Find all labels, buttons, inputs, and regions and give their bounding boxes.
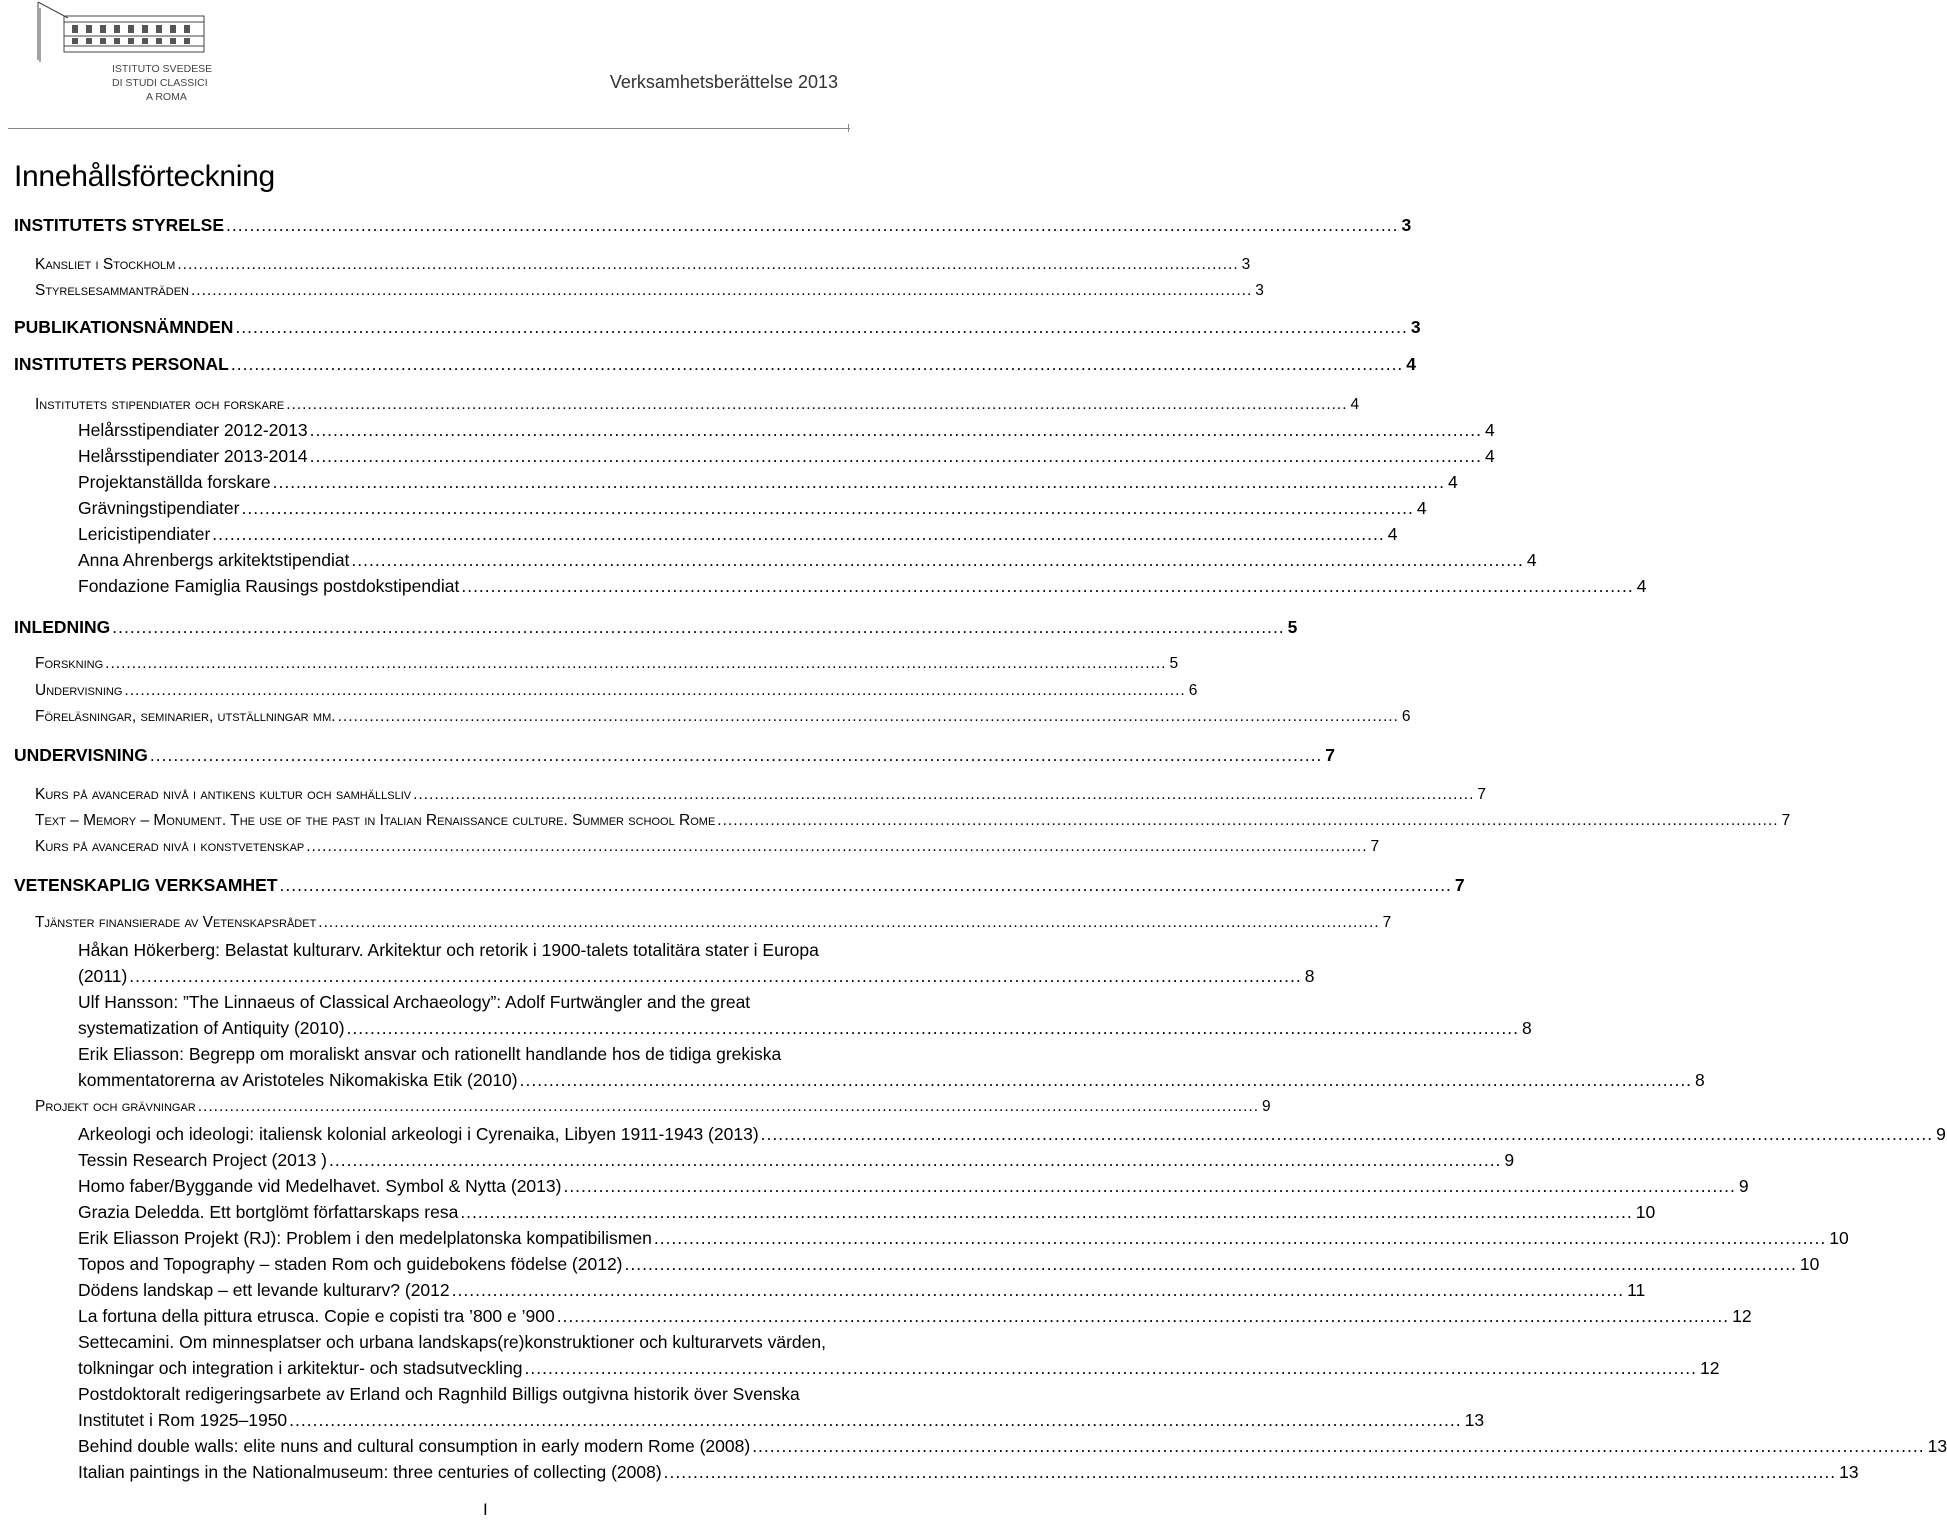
toc-entry-l1[interactable]: INSTITUTETS PERSONAL ........................................................................................................................................................................................................ 4 [14,354,1417,374]
toc-entry-l2[interactable]: Styrelsesammanträden ........................................................................................................................................................................................................ 3 [35,282,1264,299]
toc-entry-l3[interactable]: Helårsstipendiater 2012-2013 ........................................................................................................................................................................................................ 4 [78,420,1495,440]
svg-text:ISTITUTO SVEDESE: ISTITUTO SVEDESE [112,63,213,75]
toc-title: Innehållsförteckning [14,160,275,193]
toc-entry-first-line: Ulf Hansson: ”The Linnaeus of Classical Archaeology”: Adolf Furtwängler and the great [78,992,751,1012]
toc-entry-l3[interactable]: Grazia Deledda. Ett bortglömt författarskaps resa ........................................................................................................................................................................................................ 10 [78,1202,1656,1222]
toc-entry-l1[interactable]: INLEDNING ........................................................................................................................................................................................................ 5 [14,617,1298,637]
toc-entry-l1[interactable]: VETENSKAPLIG VERKSAMHET ........................................................................................................................................................................................................ 7 [14,875,1465,895]
toc-entry-l3[interactable]: Dödens landskap – ett levande kulturarv? (2012 ........................................................................................................................................................................................................ 11 [78,1280,1646,1300]
toc-entry-l3[interactable]: Italian paintings in the Nationalmuseum: three centuries of collecting (2008) ........................................................................................................................................................................................................ 13 [78,1462,1859,1482]
svg-text:A ROMA: A ROMA [146,91,187,103]
toc-entry-l1[interactable]: PUBLIKATIONSNÄMNDEN ........................................................................................................................................................................................................ 3 [14,317,1421,337]
toc-entry-l1[interactable]: UNDERVISNING ........................................................................................................................................................................................................ 7 [14,745,1336,765]
toc-entry-first-line: Postdoktoralt redigeringsarbete av Erland och Ragnhild Billigs outgivna historik över Svenska [78,1384,800,1404]
toc-entry-l2[interactable]: Föreläsningar, seminarier, utställningar mm. ........................................................................................................................................................................................................ 6 [35,708,1411,725]
toc-entry-l2[interactable]: Text – Memory – Monument. The use of the past in Italian Renaissance culture. Summer school Rome ........................................................................................................................................................................................................ 7 [35,812,1791,829]
toc-entry-l2[interactable]: Projekt och grävningar ........................................................................................................................................................................................................ 9 [35,1098,1271,1115]
toc-entry-first-line: Erik Eliasson: Begrepp om moraliskt ansvar och rationellt handlande hos de tidiga grekiska [78,1044,782,1064]
toc-entry-l3[interactable]: Erik Eliasson Projekt (RJ): Problem i den medelplatonska kompatibilismen ........................................................................................................................................................................................................ 10 [78,1228,1849,1248]
toc-entry-l3[interactable]: Lericistipendiater ........................................................................................................................................................................................................ 4 [78,524,1398,544]
report-title: Verksamhetsberättelse 2013 [609,72,838,92]
toc-entry-l3[interactable]: Tessin Research Project (2013 ) ........................................................................................................................................................................................................ 9 [78,1150,1515,1170]
toc-entry-l3[interactable]: Projektanställda forskare ........................................................................................................................................................................................................ 4 [78,472,1458,492]
toc-entry-l1[interactable]: INSTITUTETS STYRELSE ........................................................................................................................................................................................................ 3 [14,215,1412,235]
toc-entry-l3[interactable]: Helårsstipendiater 2013-2014 ........................................................................................................................................................................................................ 4 [78,446,1495,466]
toc-entry-l3[interactable]: systematization of Antiquity (2010) ........................................................................................................................................................................................................ 8 [78,1018,1532,1038]
toc-entry-l2[interactable]: Forskning ........................................................................................................................................................................................................ 5 [35,655,1179,672]
toc-entry-l3[interactable]: Anna Ahrenbergs arkitektstipendiat ........................................................................................................................................................................................................ 4 [78,550,1537,570]
toc-entry-l3[interactable]: Fondazione Famiglia Rausings postdokstipendiat ........................................................................................................................................................................................................ 4 [78,576,1647,596]
toc-entry-l3[interactable]: (2011) ........................................................................................................................................................................................................ 8 [78,966,1315,986]
toc-entry-l2[interactable]: Kansliet i Stockholm ........................................................................................................................................................................................................ 3 [35,256,1251,273]
toc-entry-l2[interactable]: Kurs på avancerad nivå i konstvetenskap ........................................................................................................................................................................................................ 7 [35,838,1380,855]
toc-entry-l3[interactable]: kommentatorerna av Aristoteles Nikomakiska Etik (2010) ........................................................................................................................................................................................................ 8 [78,1070,1705,1090]
toc-entry-l3[interactable]: Institutet i Rom 1925–1950 ........................................................................................................................................................................................................ 13 [78,1410,1485,1430]
toc-entry-l3[interactable]: tolkningar och integration i arkitektur- och stadsutveckling ........................................................................................................................................................................................................ 12 [78,1358,1720,1378]
toc-entry-l3[interactable]: Arkeologi och ideologi: italiensk kolonial arkeologi i Cyrenaika, Libyen 1911-1943 (2013) ........................................................................................................................................................................................................ 9 [78,1124,1946,1144]
page-number: I [483,1500,488,1519]
toc-entry-l3[interactable]: Behind double walls: elite nuns and cultural consumption in early modern Rome (2008) ........................................................................................................................................................................................................ 13 [78,1436,1947,1456]
toc-entry-l3[interactable]: La fortuna della pittura etrusca. Copie e copisti tra ’800 e ’900 ........................................................................................................................................................................................................ 12 [78,1306,1752,1326]
toc-entry-l2[interactable]: Kurs på avancerad nivå i antikens kultur och samhällsliv ........................................................................................................................................................................................................ 7 [35,786,1486,803]
svg-text:DI STUDI CLASSICI: DI STUDI CLASSICI [112,77,208,89]
toc-entry-first-line: Settecamini. Om minnesplatser och urbana landskaps(re)konstruktioner och kulturarvets värden, [78,1332,826,1352]
toc-entry-l2[interactable]: Institutets stipendiater och forskare ........................................................................................................................................................................................................ 4 [35,396,1360,413]
toc-entry-first-line: Håkan Hökerberg: Belastat kulturarv. Arkitektur och retorik i 1900-talets totalitära stater i Europa [78,940,819,960]
toc-entry-l3[interactable]: Homo faber/Byggande vid Medelhavet. Symbol & Nytta (2013) ........................................................................................................................................................................................................ 9 [78,1176,1749,1196]
toc-entry-l3[interactable]: Topos and Topography – staden Rom och guidebokens födelse (2012) ........................................................................................................................................................................................................ 10 [78,1254,1820,1274]
toc-entry-l2[interactable]: Tjänster finansierade av Vetenskapsrådet ........................................................................................................................................................................................................ 7 [35,914,1392,931]
toc-entry-l3[interactable]: Grävningstipendiater ........................................................................................................................................................................................................ 4 [78,498,1427,518]
toc-entry-l2[interactable]: Undervisning ........................................................................................................................................................................................................ 6 [35,682,1198,699]
